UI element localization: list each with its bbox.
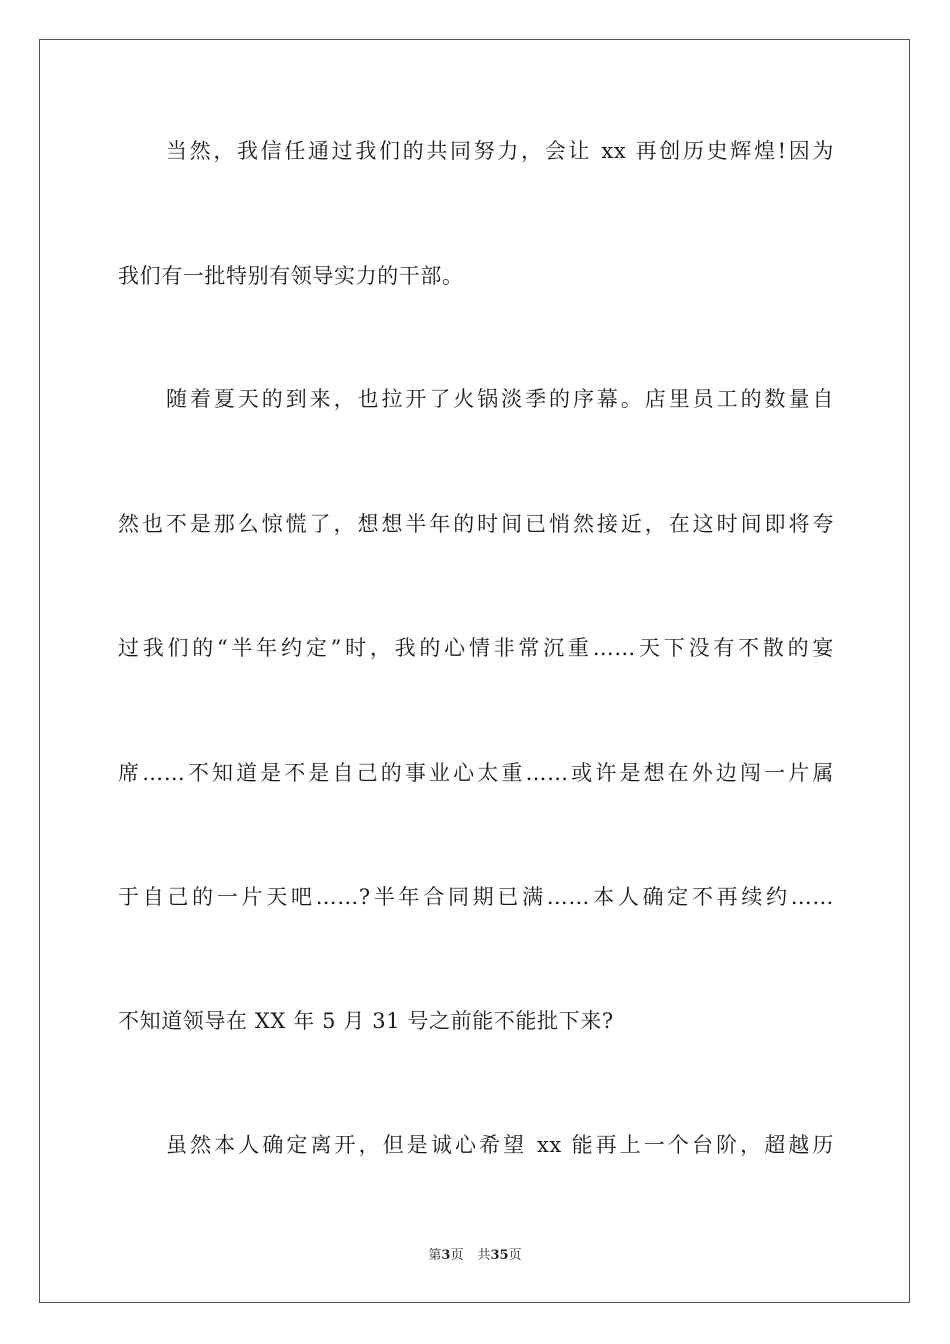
footer-current-page: 3	[441, 1248, 451, 1263]
footer-total-unit: 页	[508, 1248, 522, 1263]
paragraph-2-line-2: 然也不是那么惊慌了，想想半年的时间已悄然接近，在这时间即将夸	[118, 512, 834, 536]
paragraph-1-line-1: 当然，我信任通过我们的共同努力，会让 xx 再创历史辉煌!因为	[166, 139, 834, 163]
page-frame	[39, 39, 910, 1303]
paragraph-3-line-1: 虽然本人确定离开，但是诚心希望 xx 能再上一个台阶，超越历	[166, 1133, 834, 1157]
paragraph-2-line-1: 随着夏天的到来，也拉开了火锅淡季的序幕。店里员工的数量自	[166, 387, 834, 411]
paragraph-2-line-5: 于自己的一片天吧……?半年合同期已满……本人确定不再续约……	[118, 885, 834, 909]
footer-page-unit: 页	[450, 1248, 464, 1263]
footer-total-prefix: 共	[477, 1248, 491, 1263]
paragraph-2-line-3: 过我们的“半年约定”时，我的心情非常沉重……天下没有不散的宴	[118, 636, 834, 660]
paragraph-1-line-2: 我们有一批特别有领导实力的干部。	[118, 264, 464, 288]
footer-page-prefix: 第	[428, 1248, 442, 1263]
footer-total-pages: 35	[490, 1248, 509, 1263]
paragraph-2-line-6: 不知道领导在 XX 年 5 月 31 号之前能不能批下来?	[118, 1009, 614, 1033]
page-footer	[0, 1247, 950, 1265]
paragraph-2-line-4: 席……不知道是不是自己的事业心太重……或许是想在外边闯一片属	[118, 761, 834, 785]
